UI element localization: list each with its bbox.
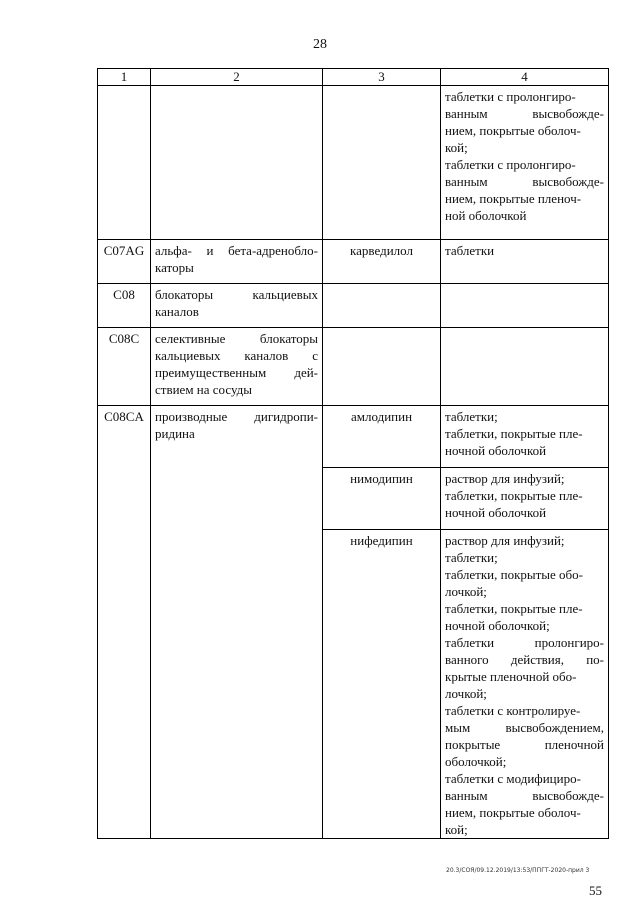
drug-name	[323, 86, 441, 240]
anatomical-class: блокаторы кальциевых каналов	[151, 284, 323, 328]
form-line: нием, покрытые оболоч-	[445, 123, 581, 138]
form-line: таблетки, покрытые пле-	[445, 426, 583, 441]
header-row	[98, 69, 609, 86]
atc-code: C07AG	[98, 240, 151, 284]
form-line: раствор для инфузий;	[445, 533, 565, 548]
page-number-bottom: 55	[589, 883, 602, 898]
table-row	[98, 86, 609, 240]
form-line: таблетки с пролонгиро-	[445, 157, 576, 172]
form-line: таблетки с модифициро-	[445, 771, 581, 786]
page-number-top: 28	[313, 37, 327, 52]
form-line: таблетки	[445, 243, 495, 258]
form-line: покрытые пленочной	[445, 737, 604, 752]
form-line: таблетки с контролируе-	[445, 703, 581, 718]
drug-name	[323, 328, 441, 406]
anatomical-class: производные дигидропи-ридина	[151, 406, 323, 839]
form-line: ночной оболочкой	[445, 505, 547, 520]
drug-name: нимодипин	[323, 468, 441, 530]
form-line: ночной оболочкой;	[445, 618, 550, 633]
form-line: оболочкой;	[445, 754, 507, 769]
table-row	[98, 284, 609, 328]
form-line: таблетки с пролонгиро-	[445, 89, 576, 104]
header-col-4: 4	[441, 69, 609, 86]
form-line: нием, покрытые пленоч-	[445, 191, 582, 206]
atc-code	[98, 86, 151, 240]
dosage-forms	[441, 284, 609, 328]
table-row	[98, 328, 609, 406]
atc-code: C08	[98, 284, 151, 328]
drug-name	[323, 284, 441, 328]
header-col-2: 2	[151, 69, 323, 86]
dosage-forms	[441, 530, 609, 839]
form-line: таблетки, покрытые обо-	[445, 567, 583, 582]
form-line: ванным высвобожде-	[445, 788, 604, 803]
form-line: таблетки, покрытые пле-	[445, 601, 583, 616]
header-col-1: 1	[98, 69, 151, 86]
form-line: таблетки, покрытые пле-	[445, 488, 583, 503]
form-line: кой;	[445, 140, 468, 155]
anatomical-class: альфа- и бета-адренобло-каторы	[151, 240, 323, 284]
drug-table	[97, 68, 609, 839]
drug-name: нифедипин	[323, 530, 441, 839]
form-line: таблетки;	[445, 550, 498, 565]
form-line: раствор для инфузий;	[445, 471, 565, 486]
table-row	[98, 240, 609, 284]
table-row	[98, 406, 609, 468]
form-line: кой;	[445, 822, 468, 837]
form-line: ночной оболочкой	[445, 443, 547, 458]
atc-code: C08CA	[98, 406, 151, 839]
atc-code: C08C	[98, 328, 151, 406]
form-line: мым высвобождением,	[445, 720, 604, 735]
form-line: ванным высвобожде-	[445, 106, 604, 121]
document-stamp: 20.3/СОЯ/09.12.2019/13:53/ППГТ-2020-прил 3	[446, 867, 590, 874]
drug-name: карведилол	[323, 240, 441, 284]
dosage-forms	[441, 240, 609, 284]
form-line: нием, покрытые оболоч-	[445, 805, 581, 820]
dosage-forms	[441, 406, 609, 468]
form-line: ванным высвобожде-	[445, 174, 604, 189]
header-col-3: 3	[323, 69, 441, 86]
dosage-forms	[441, 86, 609, 240]
form-line: лочкой;	[445, 584, 487, 599]
anatomical-class: селективные блокаторы кальциевых каналов с преимущественным дей-ствием на сосуды	[151, 328, 323, 406]
drug-name: амлодипин	[323, 406, 441, 468]
dosage-forms	[441, 468, 609, 530]
form-line: таблетки;	[445, 409, 498, 424]
anatomical-class	[151, 86, 323, 240]
form-line: ванного действия, по-	[445, 652, 604, 667]
form-line: таблетки пролонгиро-	[445, 635, 604, 650]
dosage-forms	[441, 328, 609, 406]
form-line: лочкой;	[445, 686, 487, 701]
form-line: крытые пленочной обо-	[445, 669, 577, 684]
form-line: ной оболочкой	[445, 208, 527, 223]
